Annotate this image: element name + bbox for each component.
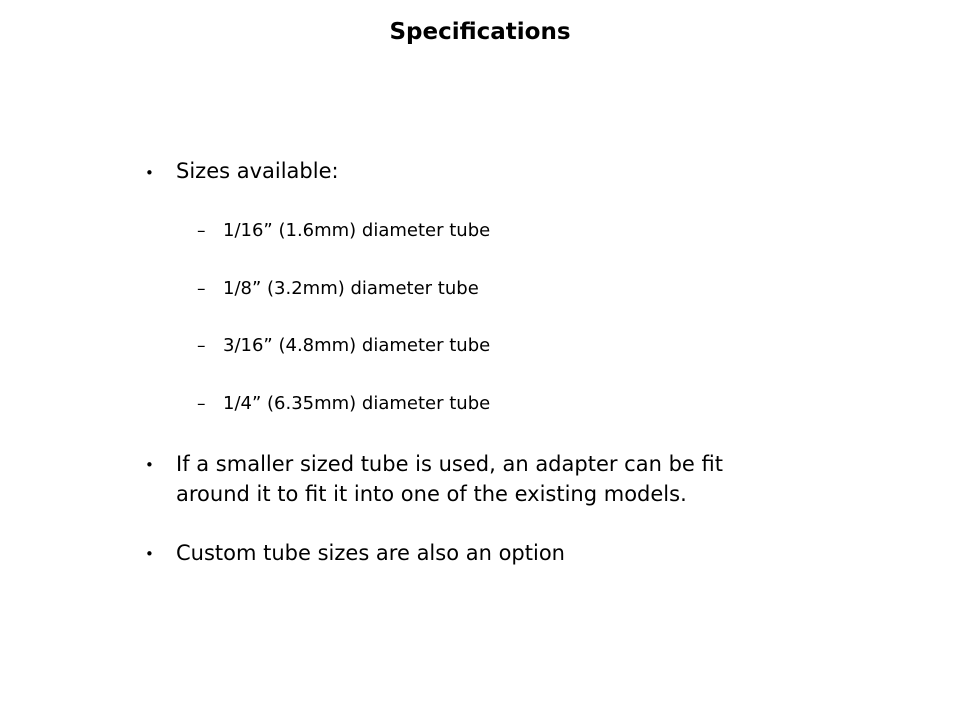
dash-marker: – bbox=[197, 394, 206, 414]
subitem-size-3-16: 3/16” (4.8mm) diameter tube bbox=[223, 335, 491, 356]
bullet-marker: • bbox=[145, 164, 154, 182]
dash-marker: – bbox=[197, 336, 206, 356]
bullet-marker: • bbox=[145, 545, 154, 563]
slide-title: Specifications bbox=[389, 19, 571, 45]
bullet-custom-sizes: Custom tube sizes are also an option bbox=[176, 541, 565, 565]
bullet-sizes-available: Sizes available: bbox=[176, 159, 339, 183]
dash-marker: – bbox=[197, 279, 206, 299]
subitem-size-1-4: 1/4” (6.35mm) diameter tube bbox=[223, 393, 491, 414]
subitem-size-1-16: 1/16” (1.6mm) diameter tube bbox=[223, 220, 491, 241]
bullet-adapter-line-2: around it to fit it into one of the existing models. bbox=[176, 482, 687, 506]
dash-marker: – bbox=[197, 221, 206, 241]
bullet-adapter-line-1: If a smaller sized tube is used, an adapter can be fit bbox=[176, 452, 723, 476]
subitem-size-1-8: 1/8” (3.2mm) diameter tube bbox=[223, 278, 479, 299]
bullet-marker: • bbox=[145, 456, 154, 474]
